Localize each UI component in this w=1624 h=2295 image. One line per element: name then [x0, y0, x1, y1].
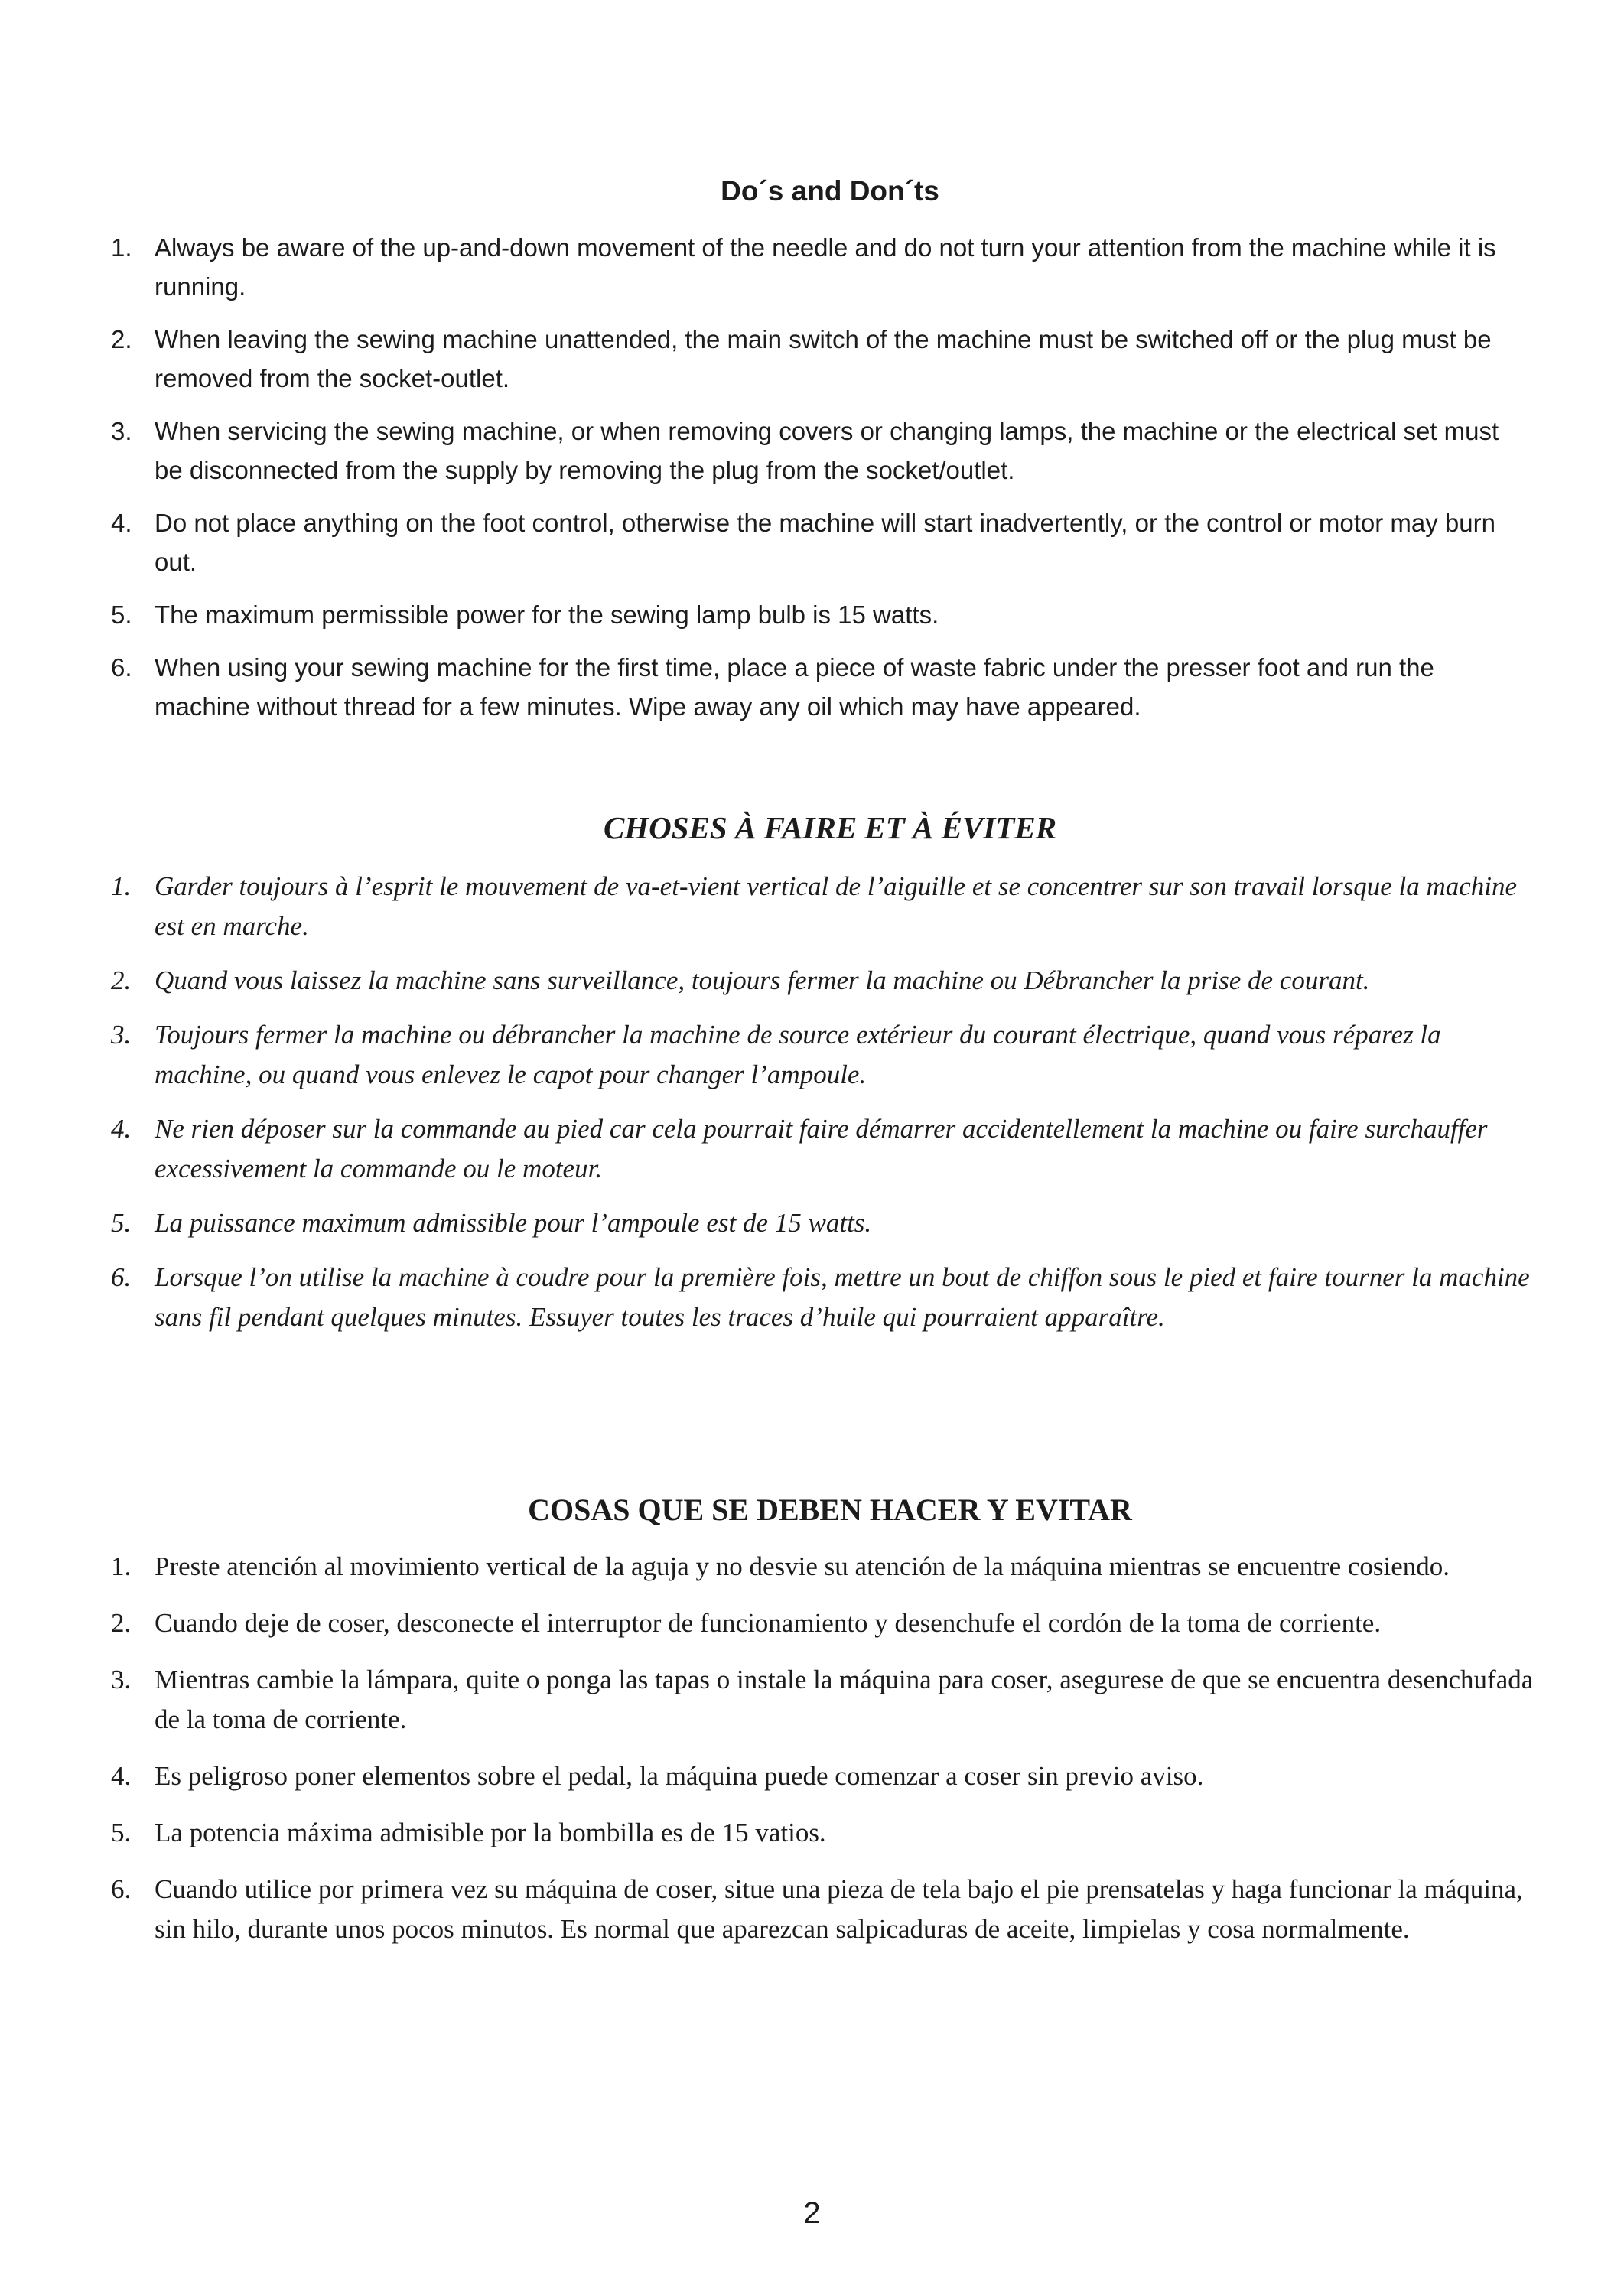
item-text: Mientras cambie la lámpara, quite o ponga las tapas o instale la máquina para coser, asegurese de que se encuentra desenchufada de la toma de corriente. [155, 1665, 1534, 1734]
item-number: 5. [111, 601, 132, 629]
page-number: 2 [803, 2196, 821, 2230]
list-item [111, 1109, 1534, 1189]
list-item [111, 1660, 1534, 1740]
item-text: Es peligroso poner elementos sobre el pedal, la máquina puede comenzar a coser sin previo aviso. [155, 1761, 1204, 1791]
list-item [111, 1258, 1534, 1337]
item-text: La potencia máxima admisible por la bombilla es de 15 vatios. [155, 1818, 826, 1847]
list-item [111, 412, 1534, 490]
section-french [111, 808, 1534, 1352]
list-item [111, 228, 1534, 306]
item-number: 3. [111, 1020, 132, 1050]
item-text: Lorsque l’on utilise la machine à coudre pour la première fois, mettre un bout de chiffon sous le pied et faire tourner la machine sans fil pendant quelques minutes. Essuyer toutes les traces d’huile qui pourraient apparaître. [155, 1262, 1530, 1332]
section-english [111, 173, 1534, 740]
item-text: Preste atención al movimiento vertical de la aguja y no desvie su atención de la máquina mientras se encuentre cosiendo. [155, 1551, 1450, 1581]
item-number: 4. [111, 1761, 132, 1791]
item-number: 2. [111, 965, 132, 995]
item-number: 6. [111, 1874, 132, 1904]
item-text: Ne rien déposer sur la commande au pied car cela pourrait faire démarrer accidentellement la machine ou faire surchauffer excessivement la commande ou le moteur. [155, 1114, 1488, 1183]
item-number: 4. [111, 509, 132, 537]
item-text: Cuando deje de coser, desconecte el interruptor de funcionamiento y desenchufe el cordón de la toma de corriente. [155, 1608, 1382, 1638]
item-text: When using your sewing machine for the first time, place a piece of waste fabric under the presser foot and run the machine without thread for a few minutes. Wipe away any oil which may have appeared. [155, 653, 1434, 721]
item-number: 5. [111, 1208, 132, 1238]
section-title-spanish: COSAS QUE SE DEBEN HACER Y EVITAR [528, 1493, 1132, 1527]
item-text: Always be aware of the up-and-down movement of the needle and do not turn your attention from the machine while it is running. [155, 233, 1496, 301]
list-spanish [111, 1547, 1534, 1949]
item-number: 5. [111, 1818, 132, 1847]
item-number: 4. [111, 1114, 132, 1144]
item-number: 6. [111, 653, 132, 682]
item-text: Do not place anything on the foot control, otherwise the machine will start inadvertently, or the control or motor may burn out. [155, 509, 1495, 576]
list-item [111, 961, 1534, 1001]
list-item [111, 1015, 1534, 1095]
list-item [111, 1547, 1534, 1587]
section-title-english: Do´s and Don´ts [721, 175, 939, 207]
list-item [111, 1870, 1534, 1949]
item-number: 1. [111, 871, 132, 901]
list-item [111, 1203, 1534, 1243]
section-title-french: CHOSES À FAIRE ET À ÉVITER [603, 810, 1057, 845]
list-french [111, 867, 1534, 1337]
list-item [111, 503, 1534, 581]
list-item [111, 320, 1534, 398]
item-text: When leaving the sewing machine unattended, the main switch of the machine must be switched off or the plug must be removed from the socket-outlet. [155, 325, 1492, 392]
item-text: Cuando utilice por primera vez su máquina de coser, situe una pieza de tela bajo el pie prensatelas y haga funcionar la máquina, sin hilo, durante unos pocos minutos. Es normal que aparezcan salpicaduras de aceite, limpielas y cosa normalmente. [155, 1874, 1523, 1944]
item-text: The maximum permissible power for the sewing lamp bulb is 15 watts. [155, 601, 939, 629]
item-text: Quand vous laissez la machine sans surveillance, toujours fermer la machine ou Débrancher la prise de courant. [155, 965, 1370, 995]
list-english [111, 228, 1534, 726]
item-number: 2. [111, 1608, 132, 1638]
list-item [111, 1813, 1534, 1853]
item-text: Garder toujours à l’esprit le mouvement de va-et-vient vertical de l’aiguille et se concentrer sur son travail lorsque la machine est en marche. [155, 871, 1518, 941]
item-text: Toujours fermer la machine ou débrancher la machine de source extérieur du courant électrique, quand vous réparez la machine, ou quand vous enlevez le capot pour changer l’ampoule. [155, 1020, 1441, 1089]
list-item [111, 1603, 1534, 1643]
item-text: La puissance maximum admissible pour l’ampoule est de 15 watts. [155, 1208, 872, 1238]
item-number: 6. [111, 1262, 132, 1292]
list-item [111, 595, 1534, 634]
item-number: 3. [111, 1665, 132, 1694]
section-spanish [111, 1490, 1534, 1966]
list-item [111, 867, 1534, 946]
item-number: 1. [111, 233, 132, 262]
item-text: When servicing the sewing machine, or when removing covers or changing lamps, the machine or the electrical set must be disconnected from the supply by removing the plug from the socket/outlet. [155, 417, 1499, 484]
item-number: 2. [111, 325, 132, 353]
item-number: 3. [111, 417, 132, 445]
list-item [111, 1756, 1534, 1796]
list-item [111, 648, 1534, 726]
item-number: 1. [111, 1551, 132, 1581]
